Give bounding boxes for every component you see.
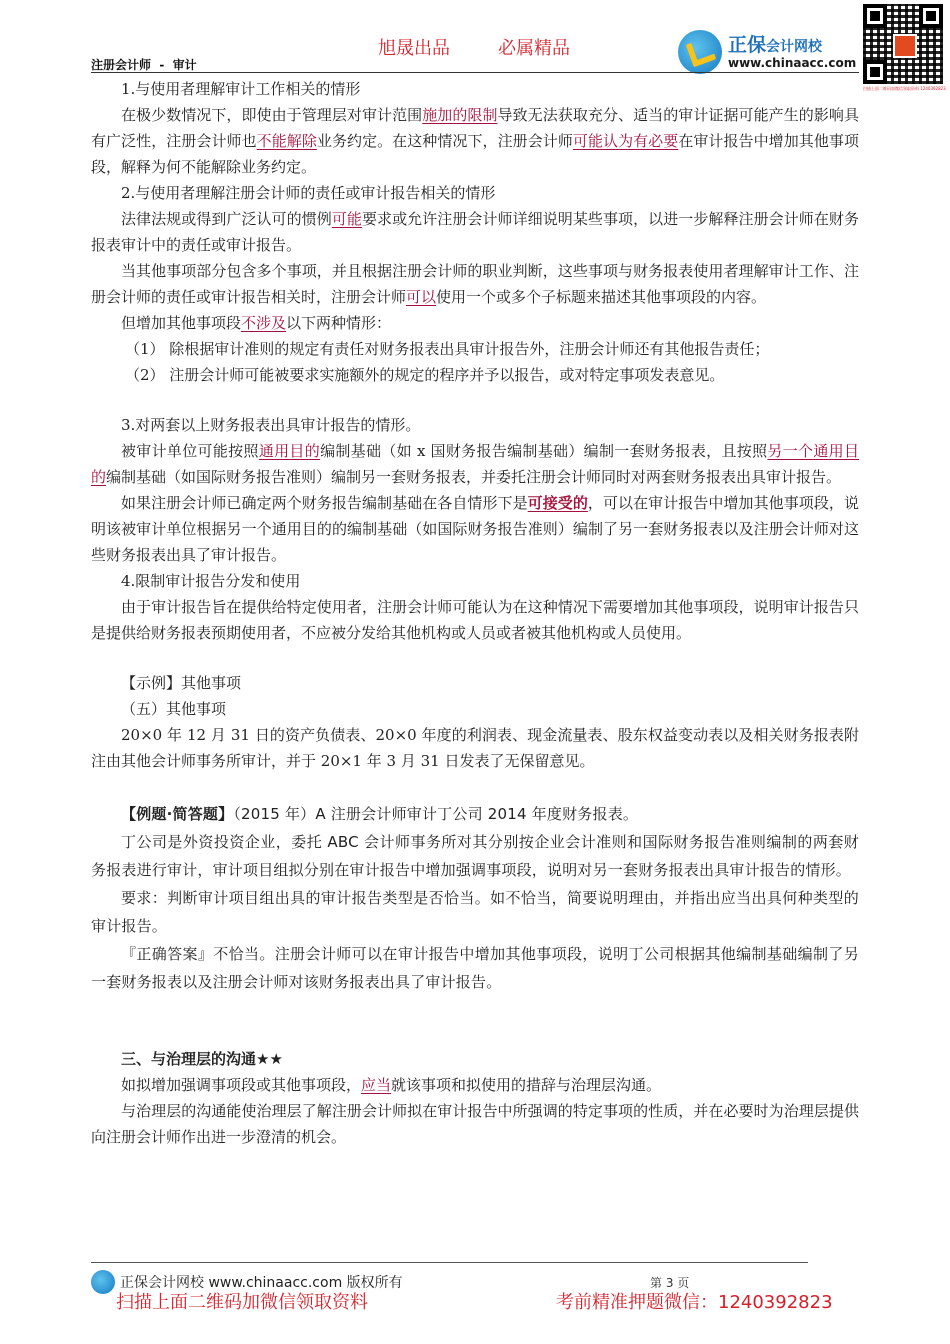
list-item-1: （1） 除根据审计准则的规定有责任对财务报表出具审计报告外，注册会计师还有其他报告责任； — [125, 340, 770, 358]
sample-title: 【示例】其他事项 — [121, 674, 242, 692]
highlight: 施加的限制 — [422, 106, 498, 124]
document-body — [91, 76, 859, 1150]
exam-answer: 『正确答案』不恰当。注册会计师可以在审计报告中增加其他事项段，说明丁公司根据其他编制基础编制了另一套财务报表以及注册会计师对该财务报表出具了审计报告。 — [91, 945, 859, 991]
highlight: 可能认为有必要 — [572, 132, 679, 150]
sample-subtitle: （五）其他事项 — [121, 700, 227, 718]
footer-copyright: 正保会计网校 www.chinaacc.com 版权所有 — [120, 1275, 403, 1291]
highlight: 另一个通用目的 — [91, 442, 859, 486]
footer-divider — [91, 1262, 808, 1263]
paragraph-3: 当其他事项部分包含多个事项，并且根据注册会计师的职业判断，这些事项与财务报表使用者理解审计工作、注册会计师的责任或审计报告相关时，注册会计师可以使用一个或多个子标题来描述其他事项段的内容。 — [91, 262, 859, 306]
subsection-heading-1: 1.与使用者理解审计工作相关的情形 — [121, 80, 361, 98]
page-number: 第 3 页 — [650, 1276, 690, 1290]
header-divider — [91, 72, 859, 73]
brand-logo[interactable] — [678, 28, 858, 76]
highlight: 可以 — [406, 288, 437, 306]
qr-code-icon — [863, 4, 943, 84]
header-slogan-right: 必属精品 — [498, 38, 570, 59]
highlight: 可接受的 — [527, 494, 588, 512]
footer-promo-left: 扫描上面二维码加微信领取资料 — [116, 1292, 368, 1313]
brand-name: 正保会计网校 — [728, 34, 823, 56]
subsection-heading-4: 4.限制审计报告分发和使用 — [121, 572, 301, 590]
highlight: 可能 — [331, 210, 362, 228]
highlight: 不涉及 — [241, 314, 287, 332]
exam-requirement: 要求：判断审计项目组出具的审计报告类型是否恰当。如不恰当，简要说明理由，并指出应当出具何种类型的审计报告。 — [91, 889, 859, 935]
paragraph-1: 在极少数情况下，即使由于管理层对审计范围施加的限制导致无法获取充分、适当的审计证据可能产生的影响具有广泛性，注册会计师也不能解除业务约定。在这种情况下，注册会计师可能认为有必要在审计报告中增加其他事项段，解释为何不能解除业务约定。 — [91, 106, 859, 176]
highlight: 通用目的 — [258, 442, 321, 460]
paragraph-5: 被审计单位可能按照通用目的编制基础（如 x 国财务报告编制基础）编制一套财务报表，且按照另一个通用目的编制基础（如国际财务报告准则）编制另一套财务报表，并委托注册会计师同时对两套财务报表出具审计报告。 — [91, 442, 859, 486]
paragraph-7: 由于审计报告旨在提供给特定使用者，注册会计师可能认为在这种情况下需要增加其他事项段，说明审计报告只是提供给财务报表预期使用者，不应被分发给其他机构或人员或者被其他机构或人员使用。 — [91, 598, 859, 642]
footer-promo-right: 考前精准押题微信：1240392823 — [556, 1292, 833, 1313]
header-slogan-left: 旭晟出品 — [378, 38, 450, 59]
paragraph-2: 法律法规或得到广泛认可的惯例可能要求或允许注册会计师详细说明某些事项，以进一步解释注册会计师在财务报表审计中的责任或审计报告。 — [91, 210, 859, 254]
doc-header-label: 注册会计师 - 审计 — [91, 58, 197, 72]
section-heading-3: 三、与治理层的沟通★★ — [121, 1050, 283, 1068]
highlight: 不能解除 — [256, 132, 317, 150]
exam-question-body: 丁公司是外资投资企业，委托 ABC 会计师事务所对其分别按企业会计准则和国际财务报告准则编制的两套财务报表进行审计，审计项目组拟分别在审计报告中增加强调事项段，说明对另一套财务报表出具审计报告的情形。 — [91, 833, 859, 879]
brand-logo-icon — [678, 30, 722, 74]
paragraph-4: 但增加其他事项段不涉及以下两种情形： — [121, 314, 392, 332]
qr-note: 扫描上面二维码加微信领取资料 1240392823 — [863, 86, 946, 91]
list-item-2: （2） 注册会计师可能被要求实施额外的规定的程序并予以报告，或对特定事项发表意见。 — [125, 366, 725, 384]
subsection-heading-3: 3.对两套以上财务报表出具审计报告的情形。 — [121, 416, 421, 434]
highlight: 应当 — [361, 1076, 392, 1094]
sample-body: 20×0 年 12 月 31 日的资产负债表、20×0 年度的利润表、现金流量表、股东权益变动表以及相关财务报表附注由其他会计师事务所审计，并于 20×1 年 3 月 31 日发表了无保留意见。 — [91, 726, 859, 770]
exam-question-title: 【例题·简答题】（2015 年）A 注册会计师审计丁公司 2014 年度财务报表。 — [121, 805, 639, 823]
brand-url: www.chinaacc.com — [728, 56, 857, 70]
paragraph-6: 如果注册会计师已确定两个财务报告编制基础在各自情形下是可接受的，可以在审计报告中增加其他事项段，说明该被审计单位根据另一个通用目的的编制基础（如国际财务报告准则）编制了另一套财务报表以及注册会计师对这些财务报表出具了审计报告。 — [91, 494, 859, 564]
footer-logo-icon — [91, 1270, 115, 1294]
paragraph-9: 与治理层的沟通能使治理层了解注册会计师拟在审计报告中所强调的特定事项的性质，并在必要时为治理层提供向注册会计师作出进一步澄清的机会。 — [91, 1102, 859, 1146]
subsection-heading-2: 2.与使用者理解注册会计师的责任或审计报告相关的情形 — [121, 184, 496, 202]
paragraph-8: 如拟增加强调事项段或其他事项段，应当就该事项和拟使用的措辞与治理层沟通。 — [121, 1076, 662, 1094]
